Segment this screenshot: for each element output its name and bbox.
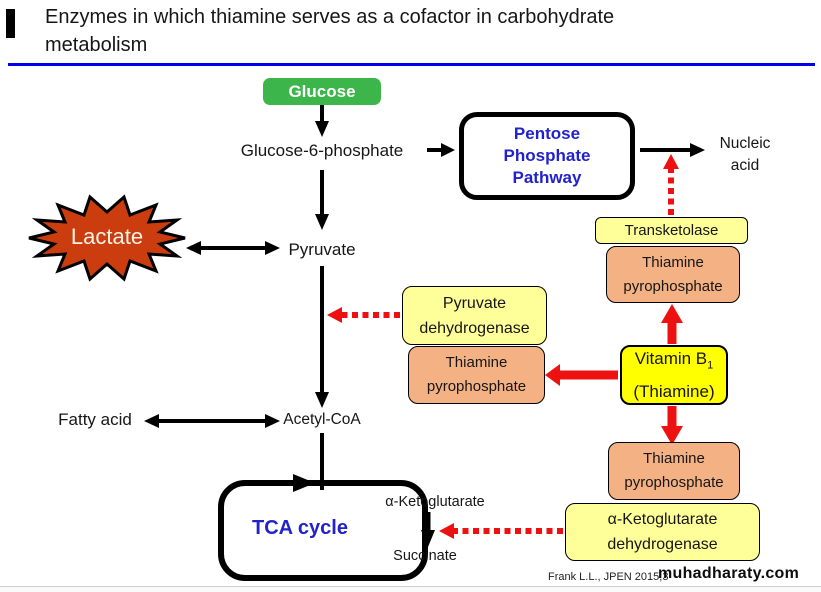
vitamin-b1-subscript: 1 — [707, 359, 714, 372]
arrow-lactate-pyruvate-double — [186, 241, 280, 255]
succinate-label: Succinate — [393, 548, 457, 564]
nucleic-acid-label: Nucleic acid — [719, 135, 771, 174]
arrow-ppp-to-nucleic-acid — [640, 143, 705, 157]
akg-dehydrogenase-enzyme-node — [565, 503, 760, 561]
vitamin-b1-alt-name: (Thiamine) — [633, 381, 715, 401]
arrow-g6p-to-ppp — [427, 143, 455, 157]
watermark-text[interactable]: muhadharaty.com — [658, 565, 800, 582]
arrow-akgdh-dotted — [439, 523, 563, 539]
pentose-phosphate-pathway-node — [459, 112, 635, 200]
pyruvate-label: Pyruvate — [288, 240, 356, 259]
arrow-vb1-left-to-tpp — [545, 364, 618, 386]
vitamin-b1-node — [620, 345, 728, 405]
arrow-glucose-to-g6p — [315, 104, 329, 137]
arrow-pyruvate-to-acetylcoa — [315, 266, 329, 408]
arrow-transketolase-dotted — [663, 154, 679, 215]
tpp-label: Thiamine pyrophosphate — [623, 253, 723, 295]
akgdh-label: α-Ketoglutarate dehydrogenase — [607, 511, 718, 553]
tpp-label: Thiamine pyrophosphate — [426, 354, 527, 395]
thiamine-pyrophosphate-node-middle — [408, 346, 545, 404]
pdh-label: Pyruvate dehydrogenase — [419, 294, 530, 337]
tca-cycle-label: TCA cycle — [252, 517, 348, 539]
acetyl-coa-label: Acetyl-CoA — [283, 411, 361, 428]
arrow-vb1-up-to-tpp — [661, 304, 683, 344]
glucose-6-phosphate-label: Glucose-6-phosphate — [240, 141, 404, 160]
lactate-label: Lactate — [70, 224, 144, 249]
thiamine-pyrophosphate-node-top — [606, 246, 740, 303]
glucose-node — [263, 78, 381, 105]
tpp-label: Thiamine pyrophosphate — [624, 450, 724, 491]
vitamin-b1-name — [635, 346, 714, 378]
bottom-edge-strip — [0, 586, 821, 592]
transketolase-enzyme-node — [595, 217, 748, 244]
vitamin-b1-text: Vitamin B — [634, 349, 708, 369]
ppp-label: Pentose Phosphate Pathway — [503, 124, 591, 187]
fatty-acid-label: Fatty acid — [58, 410, 132, 429]
pyruvate-dehydrogenase-enzyme-node — [402, 286, 547, 345]
arrow-fattyacid-acetylcoa-double — [144, 414, 280, 428]
glucose-label: Glucose — [288, 81, 356, 101]
alpha-ketoglutarate-label: α-Ketoglutarate — [385, 494, 485, 510]
transketolase-label: Transketolase — [624, 222, 719, 239]
arrow-vb1-down-to-tpp — [661, 406, 683, 445]
citation-text: Frank L.L., JPEN 2015;3 — [548, 571, 669, 583]
slide-title: Enzymes in which thiamine serves as a cofactor in carbohydrate metabolism — [45, 6, 615, 56]
arrow-pdh-dotted — [327, 307, 400, 323]
thiamine-pyrophosphate-node-bottom — [608, 442, 740, 500]
arrow-g6p-to-pyruvate — [315, 170, 329, 230]
